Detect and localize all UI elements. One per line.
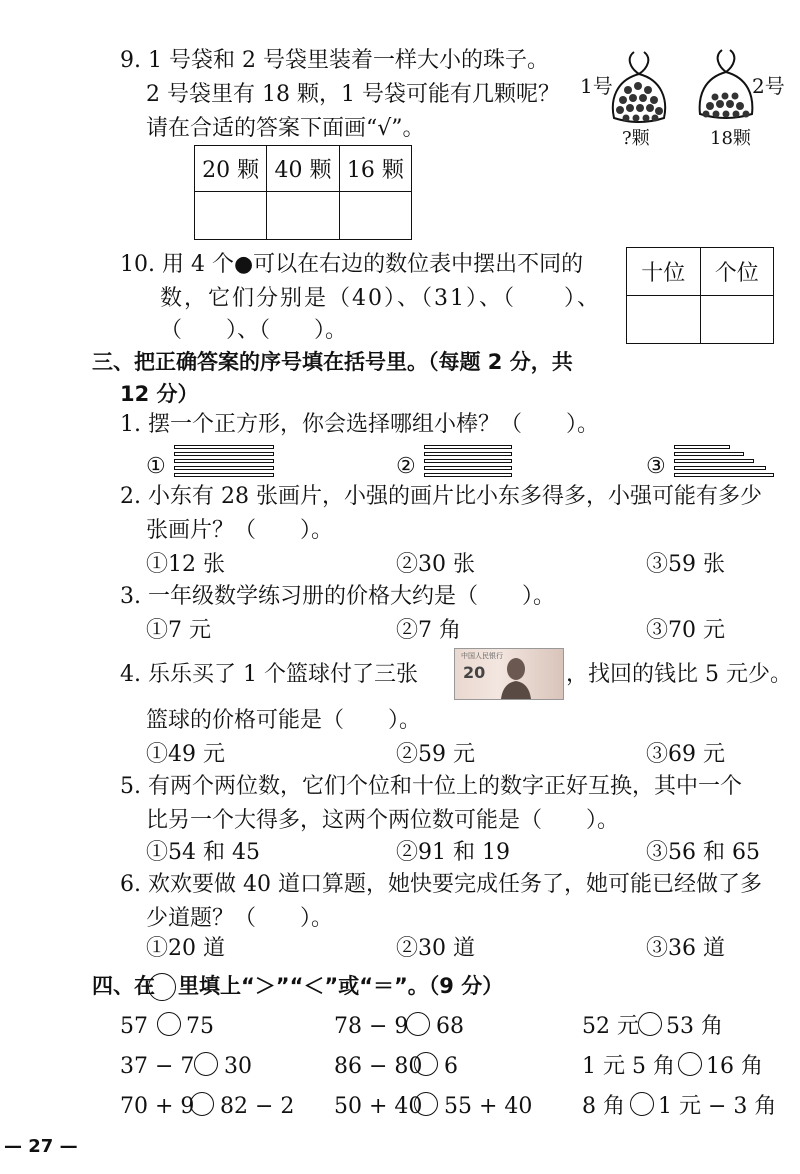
q9-answer-cell-3[interactable] xyxy=(339,192,411,240)
s3-q1-opt3[interactable]: ③ xyxy=(646,454,666,479)
s3-q5-stem: 5. 有两个两位数，它们个位和十位上的数字正好互换，其中一个 xyxy=(120,774,742,799)
compare-circle[interactable] xyxy=(630,1092,654,1116)
stick xyxy=(424,459,512,463)
q10-line1: 10. 用 4 个●可以在右边的数位表中摆出不同的 xyxy=(120,252,584,277)
page-number: — 27 — xyxy=(4,1136,78,1157)
bead-bag-1-icon xyxy=(608,50,670,126)
stick xyxy=(674,466,766,470)
cmp-right: 53 角 xyxy=(666,1014,723,1039)
s3-q5-stem-cont: 比另一个大得多，这两个两位数可能是（ ）。 xyxy=(146,808,620,833)
cmp-left: 1 元 5 角 xyxy=(582,1054,675,1079)
circle-blank-icon xyxy=(148,973,176,1001)
section3-title-cont: 12 分） xyxy=(120,382,199,406)
s3-q4-stem-cont: 篮球的价格可能是（ ）。 xyxy=(146,708,422,733)
q9-option-40: 40 颗 xyxy=(267,146,339,192)
cmp-left: 78 − 9 xyxy=(334,1014,409,1039)
cmp-left: 57 xyxy=(120,1014,148,1039)
s3-q1-opt2[interactable]: ② xyxy=(396,454,416,479)
s3-q5-opt3[interactable]: ③56 和 65 xyxy=(646,840,760,865)
s3-q4-opt1[interactable]: ①49 元 xyxy=(146,742,225,767)
q9-option-20: 20 颗 xyxy=(195,146,267,192)
tens-header: 十位 xyxy=(627,248,701,296)
ones-cell[interactable] xyxy=(700,296,774,344)
stick xyxy=(424,445,512,449)
s3-q2-opt2[interactable]: ②30 张 xyxy=(396,552,475,577)
s3-q4-opt2[interactable]: ②59 元 xyxy=(396,742,475,767)
s3-q1-opt1[interactable]: ① xyxy=(146,454,166,479)
s3-q4-opt3[interactable]: ③69 元 xyxy=(646,742,725,767)
cmp-right: 16 角 xyxy=(706,1054,763,1079)
section3-title: 三、把正确答案的序号填在括号里。（每题 2 分，共 xyxy=(92,350,573,374)
s3-q3-opt3[interactable]: ③70 元 xyxy=(646,618,725,643)
cmp-right: 68 xyxy=(436,1014,464,1039)
banknote-value: 20 xyxy=(463,663,486,682)
compare-circle[interactable] xyxy=(678,1052,702,1076)
q10-line2: 数，它们分别是（40）、（31）、（ ）、 xyxy=(160,286,601,311)
s3-q2-opt3[interactable]: ③59 张 xyxy=(646,552,725,577)
stick xyxy=(424,452,512,456)
compare-circle[interactable] xyxy=(190,1092,214,1116)
section4-title-a: 四、在 xyxy=(92,974,155,998)
stick xyxy=(174,445,274,449)
s3-q3-opt2[interactable]: ②7 角 xyxy=(396,618,461,643)
s3-q2-opt1[interactable]: ①12 张 xyxy=(146,552,225,577)
stick xyxy=(174,473,274,477)
q9-answer-cell-2[interactable] xyxy=(267,192,339,240)
stick xyxy=(174,452,274,456)
s3-q5-opt2[interactable]: ②91 和 19 xyxy=(396,840,510,865)
section4-title-b: 里填上“＞”“＜”或“＝”。（9 分） xyxy=(178,974,504,998)
cmp-left: 52 元 xyxy=(582,1014,639,1039)
cmp-left: 70 + 9 xyxy=(120,1094,195,1119)
stick xyxy=(424,466,512,470)
s3-q6-stem: 6. 欢欢要做 40 道口算题，她快要完成任务了，她可能已经做了多 xyxy=(120,872,762,897)
q10-line3: （ ）、（ ）。 xyxy=(160,318,348,343)
s3-q5-opt1[interactable]: ①54 和 45 xyxy=(146,840,260,865)
q9-line2: 2 号袋里有 18 颗，1 号袋可能有几颗呢？ xyxy=(146,82,560,107)
cmp-right: 1 元 − 3 角 xyxy=(658,1094,777,1119)
s3-q6-opt2[interactable]: ②30 道 xyxy=(396,936,475,961)
q9-line1: 9. 1 号袋和 2 号袋里装着一样大小的珠子。 xyxy=(120,48,549,73)
cmp-left: 50 + 40 xyxy=(334,1094,423,1119)
s3-q4-stem: 4. 乐乐买了 1 个篮球付了三张 xyxy=(120,662,418,687)
s3-q3-stem: 3. 一年级数学练习册的价格大约是（ ）。 xyxy=(120,584,555,609)
stick xyxy=(674,459,754,463)
stick xyxy=(424,473,512,477)
s3-q6-opt3[interactable]: ③36 道 xyxy=(646,936,725,961)
bag1-label: 1号 xyxy=(580,74,613,98)
cmp-left: 86 − 80 xyxy=(334,1054,423,1079)
stick xyxy=(174,459,274,463)
bag1-count: ?颗 xyxy=(622,128,650,149)
s3-q2-stem: 2. 小东有 28 张画片，小强的画片比小东多得多，小强可能有多少 xyxy=(120,484,762,509)
banknote-text: 中国人民银行 xyxy=(461,652,503,660)
cmp-right: 82 − 2 xyxy=(220,1094,295,1119)
bead-bag-2-icon xyxy=(694,48,758,122)
cmp-right: 30 xyxy=(224,1054,252,1079)
s3-q4-stem-b: ，找回的钱比 5 元少。 xyxy=(566,662,792,687)
bag2-label: 2号 xyxy=(752,74,785,98)
compare-circle[interactable] xyxy=(638,1012,662,1036)
s3-q2-stem-cont: 张画片？（ ）。 xyxy=(146,518,334,543)
tens-cell[interactable] xyxy=(627,296,701,344)
stick xyxy=(674,445,730,449)
compare-circle[interactable] xyxy=(414,1092,438,1116)
ones-header: 个位 xyxy=(700,248,774,296)
cmp-right: 6 xyxy=(444,1054,458,1079)
cmp-left: 37 − 7 xyxy=(120,1054,195,1079)
place-value-table xyxy=(626,247,774,344)
cmp-left: 8 角 xyxy=(582,1094,625,1119)
s3-q1-stem: 1. 摆一个正方形，你会选择哪组小棒？（ ）。 xyxy=(120,412,599,437)
s3-q3-opt1[interactable]: ①7 元 xyxy=(146,618,211,643)
s3-q6-stem-cont: 少道题？（ ）。 xyxy=(146,906,334,931)
s3-q6-opt1[interactable]: ①20 道 xyxy=(146,936,225,961)
q9-answer-cell-1[interactable] xyxy=(195,192,267,240)
bag2-count: 18颗 xyxy=(710,128,751,149)
q9-line3: 请在合适的答案下面画“√”。 xyxy=(146,116,425,141)
compare-circle[interactable] xyxy=(414,1052,438,1076)
compare-circle[interactable] xyxy=(406,1012,430,1036)
q9-answer-table xyxy=(194,145,412,240)
cmp-right: 55 + 40 xyxy=(444,1094,533,1119)
cmp-right: 75 xyxy=(186,1014,214,1039)
banknote-20-yuan-image xyxy=(454,648,564,700)
compare-circle[interactable] xyxy=(157,1012,181,1036)
stick xyxy=(674,473,774,477)
q9-option-16: 16 颗 xyxy=(339,146,411,192)
stick xyxy=(674,452,744,456)
portrait-icon xyxy=(499,655,533,699)
stick xyxy=(174,466,274,470)
compare-circle[interactable] xyxy=(194,1052,218,1076)
